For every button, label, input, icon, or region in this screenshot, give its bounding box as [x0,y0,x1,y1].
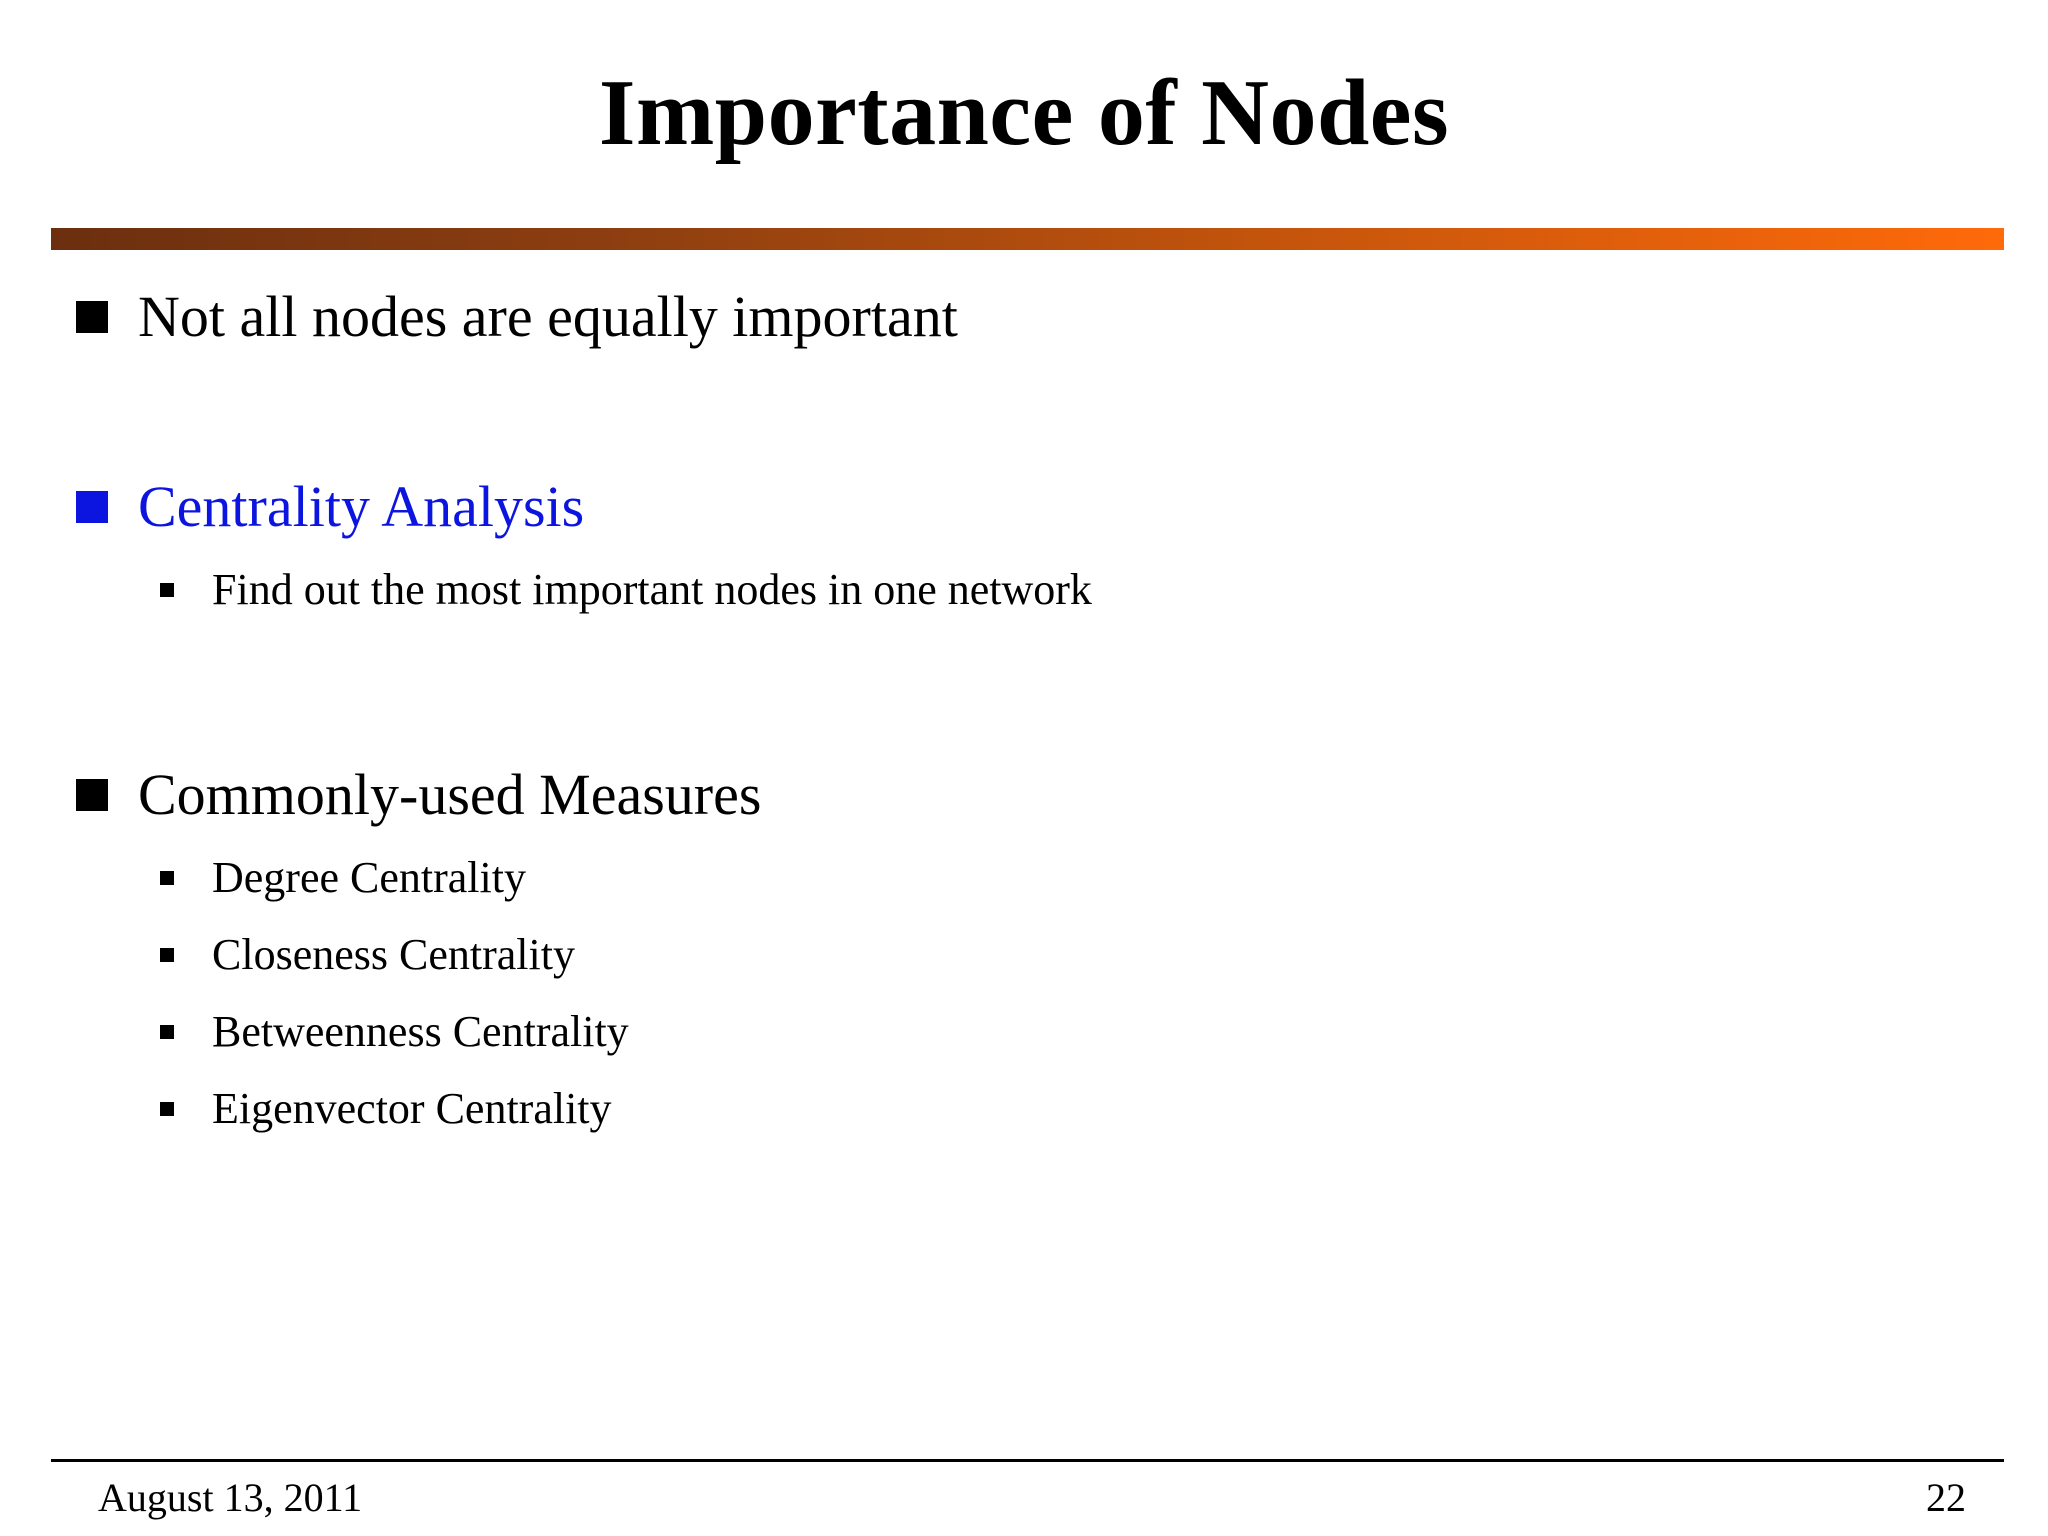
slide-title: Importance of Nodes [598,61,1450,165]
small-square-bullet-icon [160,583,174,597]
bullet-commonly-used-measures [76,762,762,827]
sub-bullet-text: Closeness Centrality [212,930,575,979]
small-square-bullet-icon [160,871,174,885]
bullet-centrality-analysis [76,474,585,539]
bullet-not-all-nodes [76,284,958,349]
sub-bullet-text: Betweenness Centrality [212,1007,629,1056]
sub-bullet-text: Find out the most important nodes in one network [212,565,1092,614]
bullet-text: Centrality Analysis [138,474,585,539]
sub-bullet-closeness-centrality [160,930,575,979]
square-bullet-icon [76,491,108,523]
square-bullet-icon [76,301,108,333]
bullet-text: Commonly-used Measures [138,762,762,827]
sub-bullet-betweenness-centrality [160,1007,629,1056]
sub-bullet-text: Degree Centrality [212,853,526,902]
bullet-text: Not all nodes are equally important [138,284,958,349]
footer-date: August 13, 2011 [98,1475,363,1520]
footer-divider [51,1459,2004,1462]
title-divider [51,228,2004,250]
sub-bullet-find-important-nodes [160,565,1092,614]
sub-bullet-eigenvector-centrality [160,1084,612,1133]
small-square-bullet-icon [160,948,174,962]
small-square-bullet-icon [160,1102,174,1116]
page-number: 22 [1926,1475,1966,1520]
sub-bullet-text: Eigenvector Centrality [212,1084,612,1133]
small-square-bullet-icon [160,1025,174,1039]
sub-bullet-degree-centrality [160,853,526,902]
square-bullet-icon [76,779,108,811]
